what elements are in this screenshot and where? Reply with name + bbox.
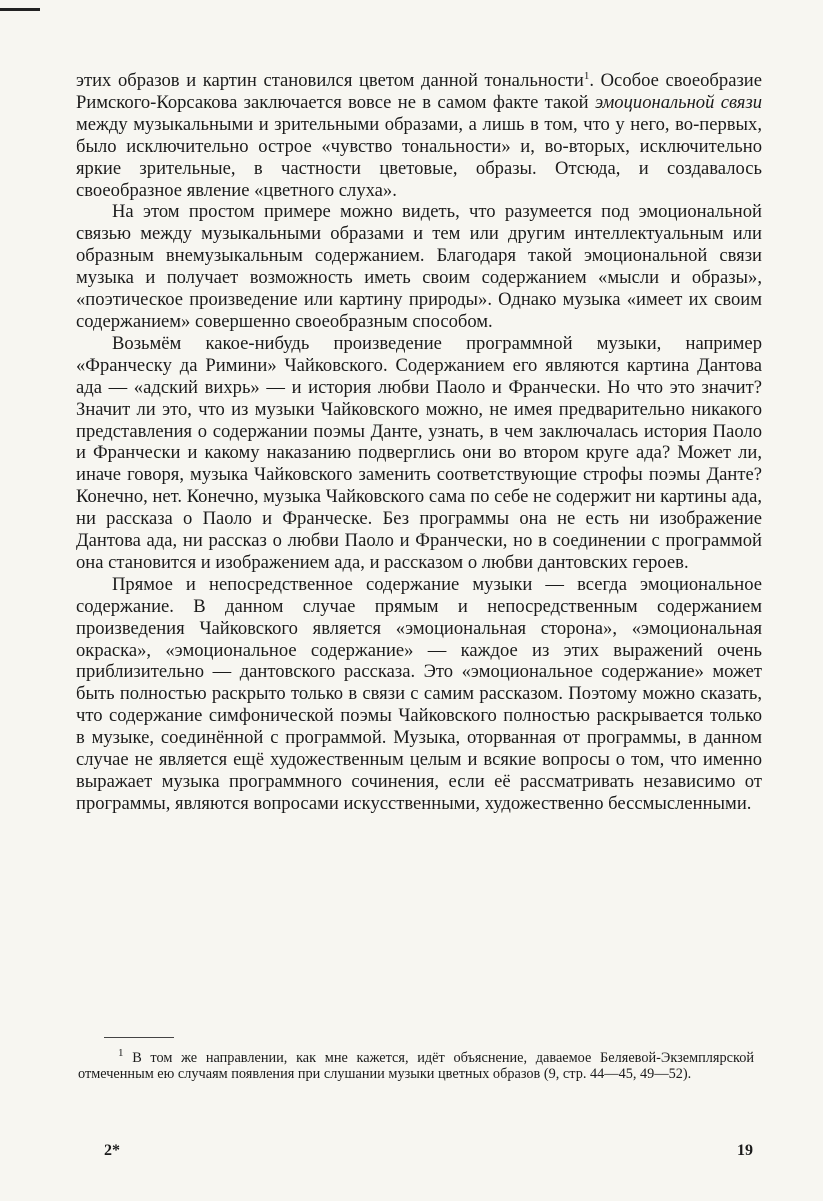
emphasized-phrase: эмоциональной связи xyxy=(594,91,762,113)
paragraph-3: Возьмём какое-нибудь произведение программной музыки, например «Франческу да Римини» Чайковского. Содержанием его являются картина Дантова ада — «адский вихрь» — и история любви Паоло и Франчески. Но что это значит? Значит ли это, что из музыки Чайковского можно, не имея предварительно никакого представления о содержании поэмы Данте, узнать, в чем заключалась история Паоло и Франчески и какому наказанию подверглись они во втором круге ада? Может ли, иначе говоря, музыка Чайковского заменить соответствующие строфы поэмы Данте? Конечно, нет. Конечно, музыка Чайковского сама по себе не содержит ни картины ада, ни рассказа о Паоло и Франческе. Без программы она не есть ни изображение Дантова ада, ни рассказ о любви Паоло и Франчески, но в соединении с программой она становится и изображением ада, и рассказом о любви дантовских героев. xyxy=(76,332,762,573)
paragraph-1 xyxy=(76,70,762,201)
paragraph-2: На этом простом примере можно видеть, что разумеется под эмоциональной связью между музыкальными образами и тем или другим интеллектуальным или образным внемузыкальным содержанием. Благодаря такой эмоциональной связи музыка и получает возможность иметь своим содержанием «мысли и образы», «поэтическое произведение или картину природы». Однако музыка «имеет их своим содержанием» совершенно своеобразным способом. xyxy=(76,201,762,332)
corner-mark xyxy=(0,8,40,11)
paragraph-4: Прямое и непосредственное содержание музыки — всегда эмоциональное содержание. В данном случае прямым и непосредственным содержанием произведения Чайковского является «эмоциональная сторона», «эмоциональная окраска», «эмоциональное содержание» — каждое из этих выражений очень приблизительно — дантовского рассказа. Это «эмоциональное содержание» может быть полностью раскрыто только в связи с самим рассказом. Поэтому можно сказать, что содержание симфонической поэмы Чайковского полностью раскрывается только в музыке, соединённой с программой. Музыка, оторванная от программы, в данном случае не является ещё художественным целым и всякие вопросы о том, что именно выражает музыка программного сочинения, если её рассматривать независимо от программы, являются вопросами искусственными, художественно бессмысленными. xyxy=(76,573,762,814)
footnote-divider xyxy=(104,1037,174,1038)
footnote-reference: 1 xyxy=(583,69,590,82)
paragraph-1-start: этих образов и картин становился цветом данной тональности xyxy=(76,70,584,91)
page-number: 19 xyxy=(737,1142,753,1159)
page-body xyxy=(76,70,762,815)
footnote-text: В том же направлении, как мне кажется, идёт объяснение, даваемое Беляевой-Экземплярской отмеченным ею случаям появления при слушании музыки цветных образов (9, стр. 44—45, 49—52). xyxy=(78,1050,754,1083)
printer-signature: 2* xyxy=(104,1142,120,1159)
footnote-marker: 1 xyxy=(118,1047,124,1060)
paragraph-1-end: между музыкальными и зрительными образами, а лишь в том, что у него, во-первых, было исключительно острое «чувство тональности» и, во-вторых, исключительно яркие зрительные, в частности цветовые, образы. Отсюда, и создавалось своеобразное явление «цветного слуха». xyxy=(76,113,762,201)
paragraph-1-middle: . Особое своеобразие Римского-Корсакова заключается вовсе не в самом факте такой xyxy=(76,70,762,113)
footnote xyxy=(78,1047,754,1083)
